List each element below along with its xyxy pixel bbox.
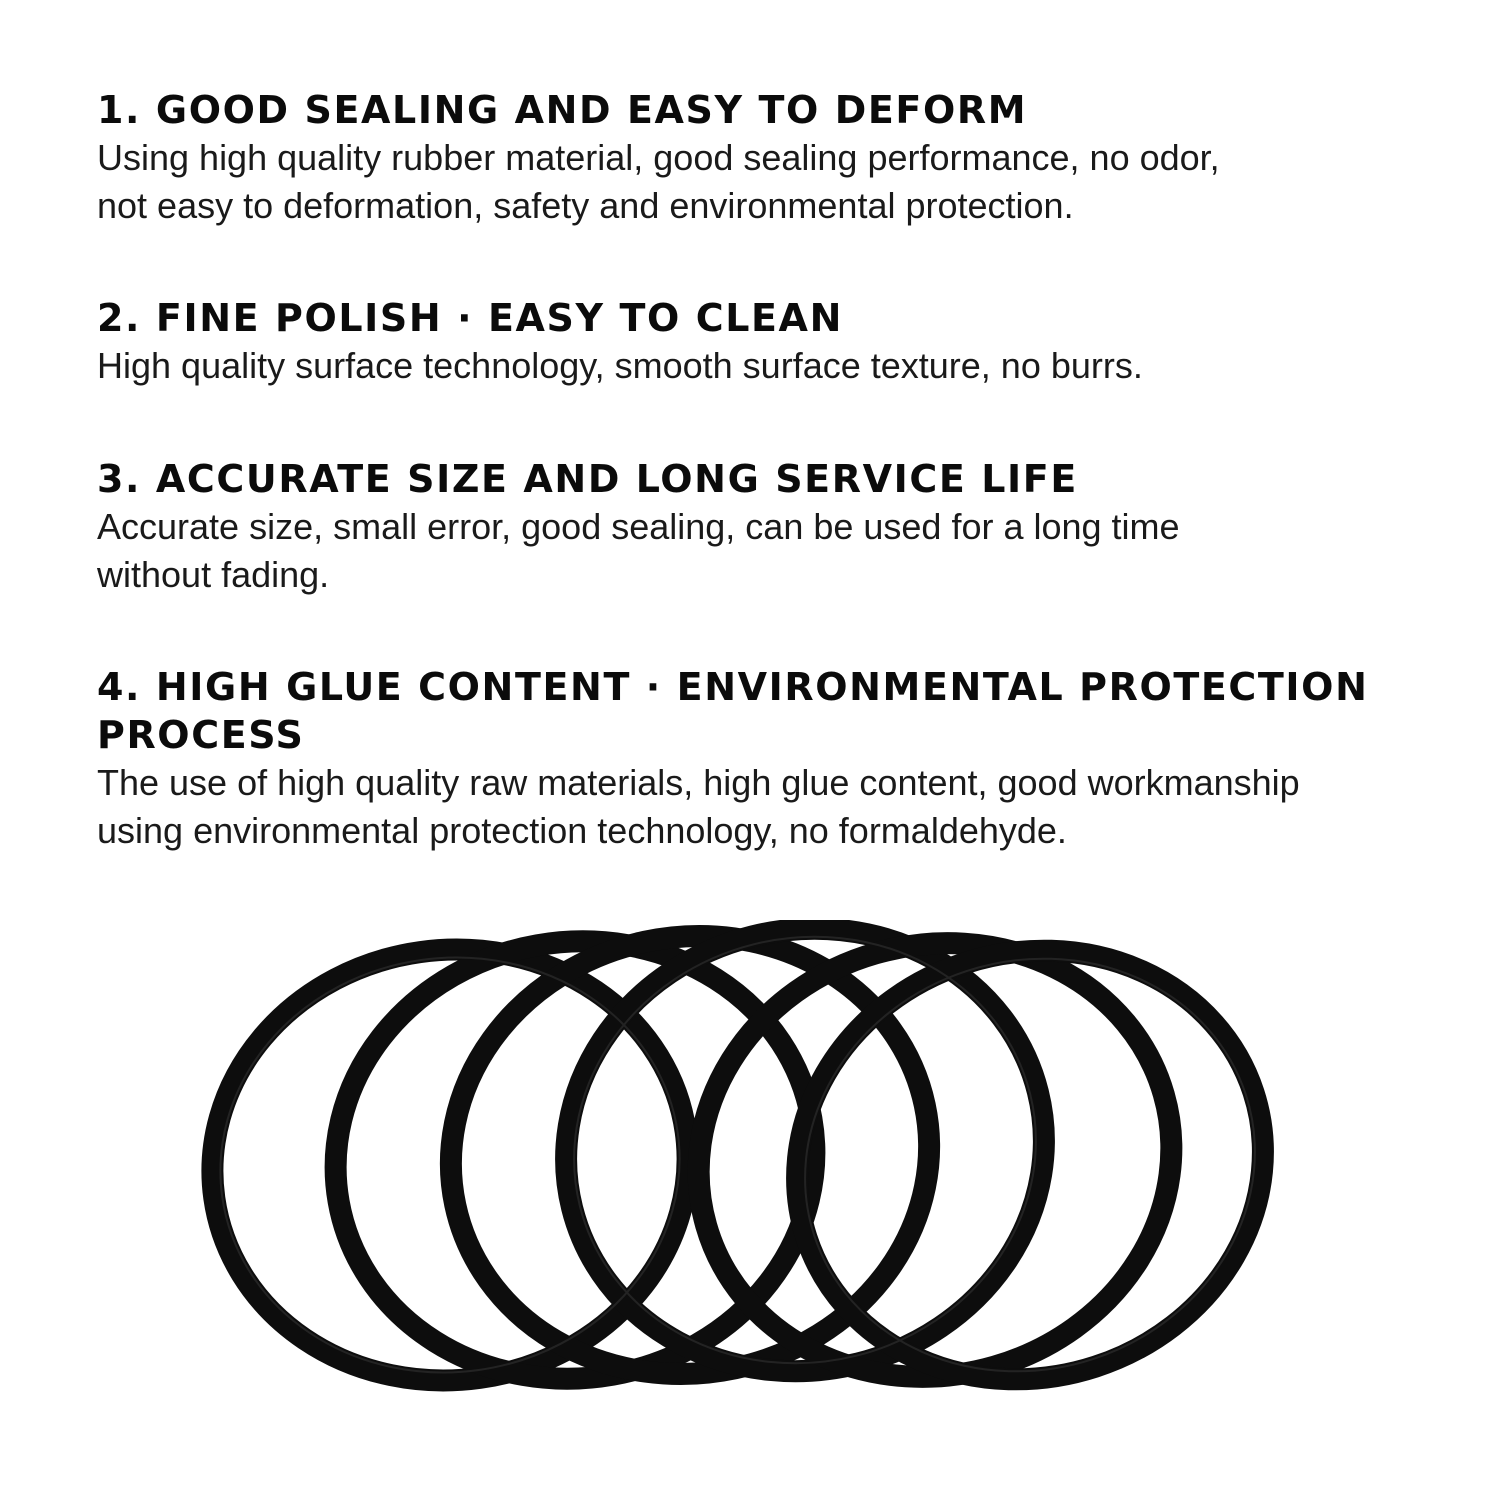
feature-description-line: without fading. [97,554,330,595]
feature-title: 1. GOOD SEALING AND EASY TO DEFORM [97,88,1028,132]
feature-description-line: Accurate size, small error, good sealing, can be used for a long time [97,506,1180,547]
feature-item [97,86,1220,230]
feature-item [97,663,1368,855]
feature-title: 3. ACCURATE SIZE AND LONG SERVICE LIFE [97,457,1078,501]
feature-description-line: Using high quality rubber material, good sealing performance, no odor, [97,137,1220,178]
feature-item [97,294,1143,390]
feature-title: 2. FINE POLISH · EASY TO CLEAN [97,296,843,340]
feature-item [97,455,1180,599]
feature-description-line: not easy to deformation, safety and environmental protection. [97,185,1074,226]
feature-description-line: using environmental protection technology, no formaldehyde. [97,810,1067,851]
feature-description-line: The use of high quality raw materials, high glue content, good workmanship [97,762,1300,803]
o-rings-product-image [200,920,1300,1420]
feature-title-line: 4. HIGH GLUE CONTENT · ENVIRONMENTAL PROTECTION [97,665,1369,709]
feature-description-line: High quality surface technology, smooth surface texture, no burrs. [97,345,1143,386]
feature-title-line: PROCESS [97,713,305,757]
